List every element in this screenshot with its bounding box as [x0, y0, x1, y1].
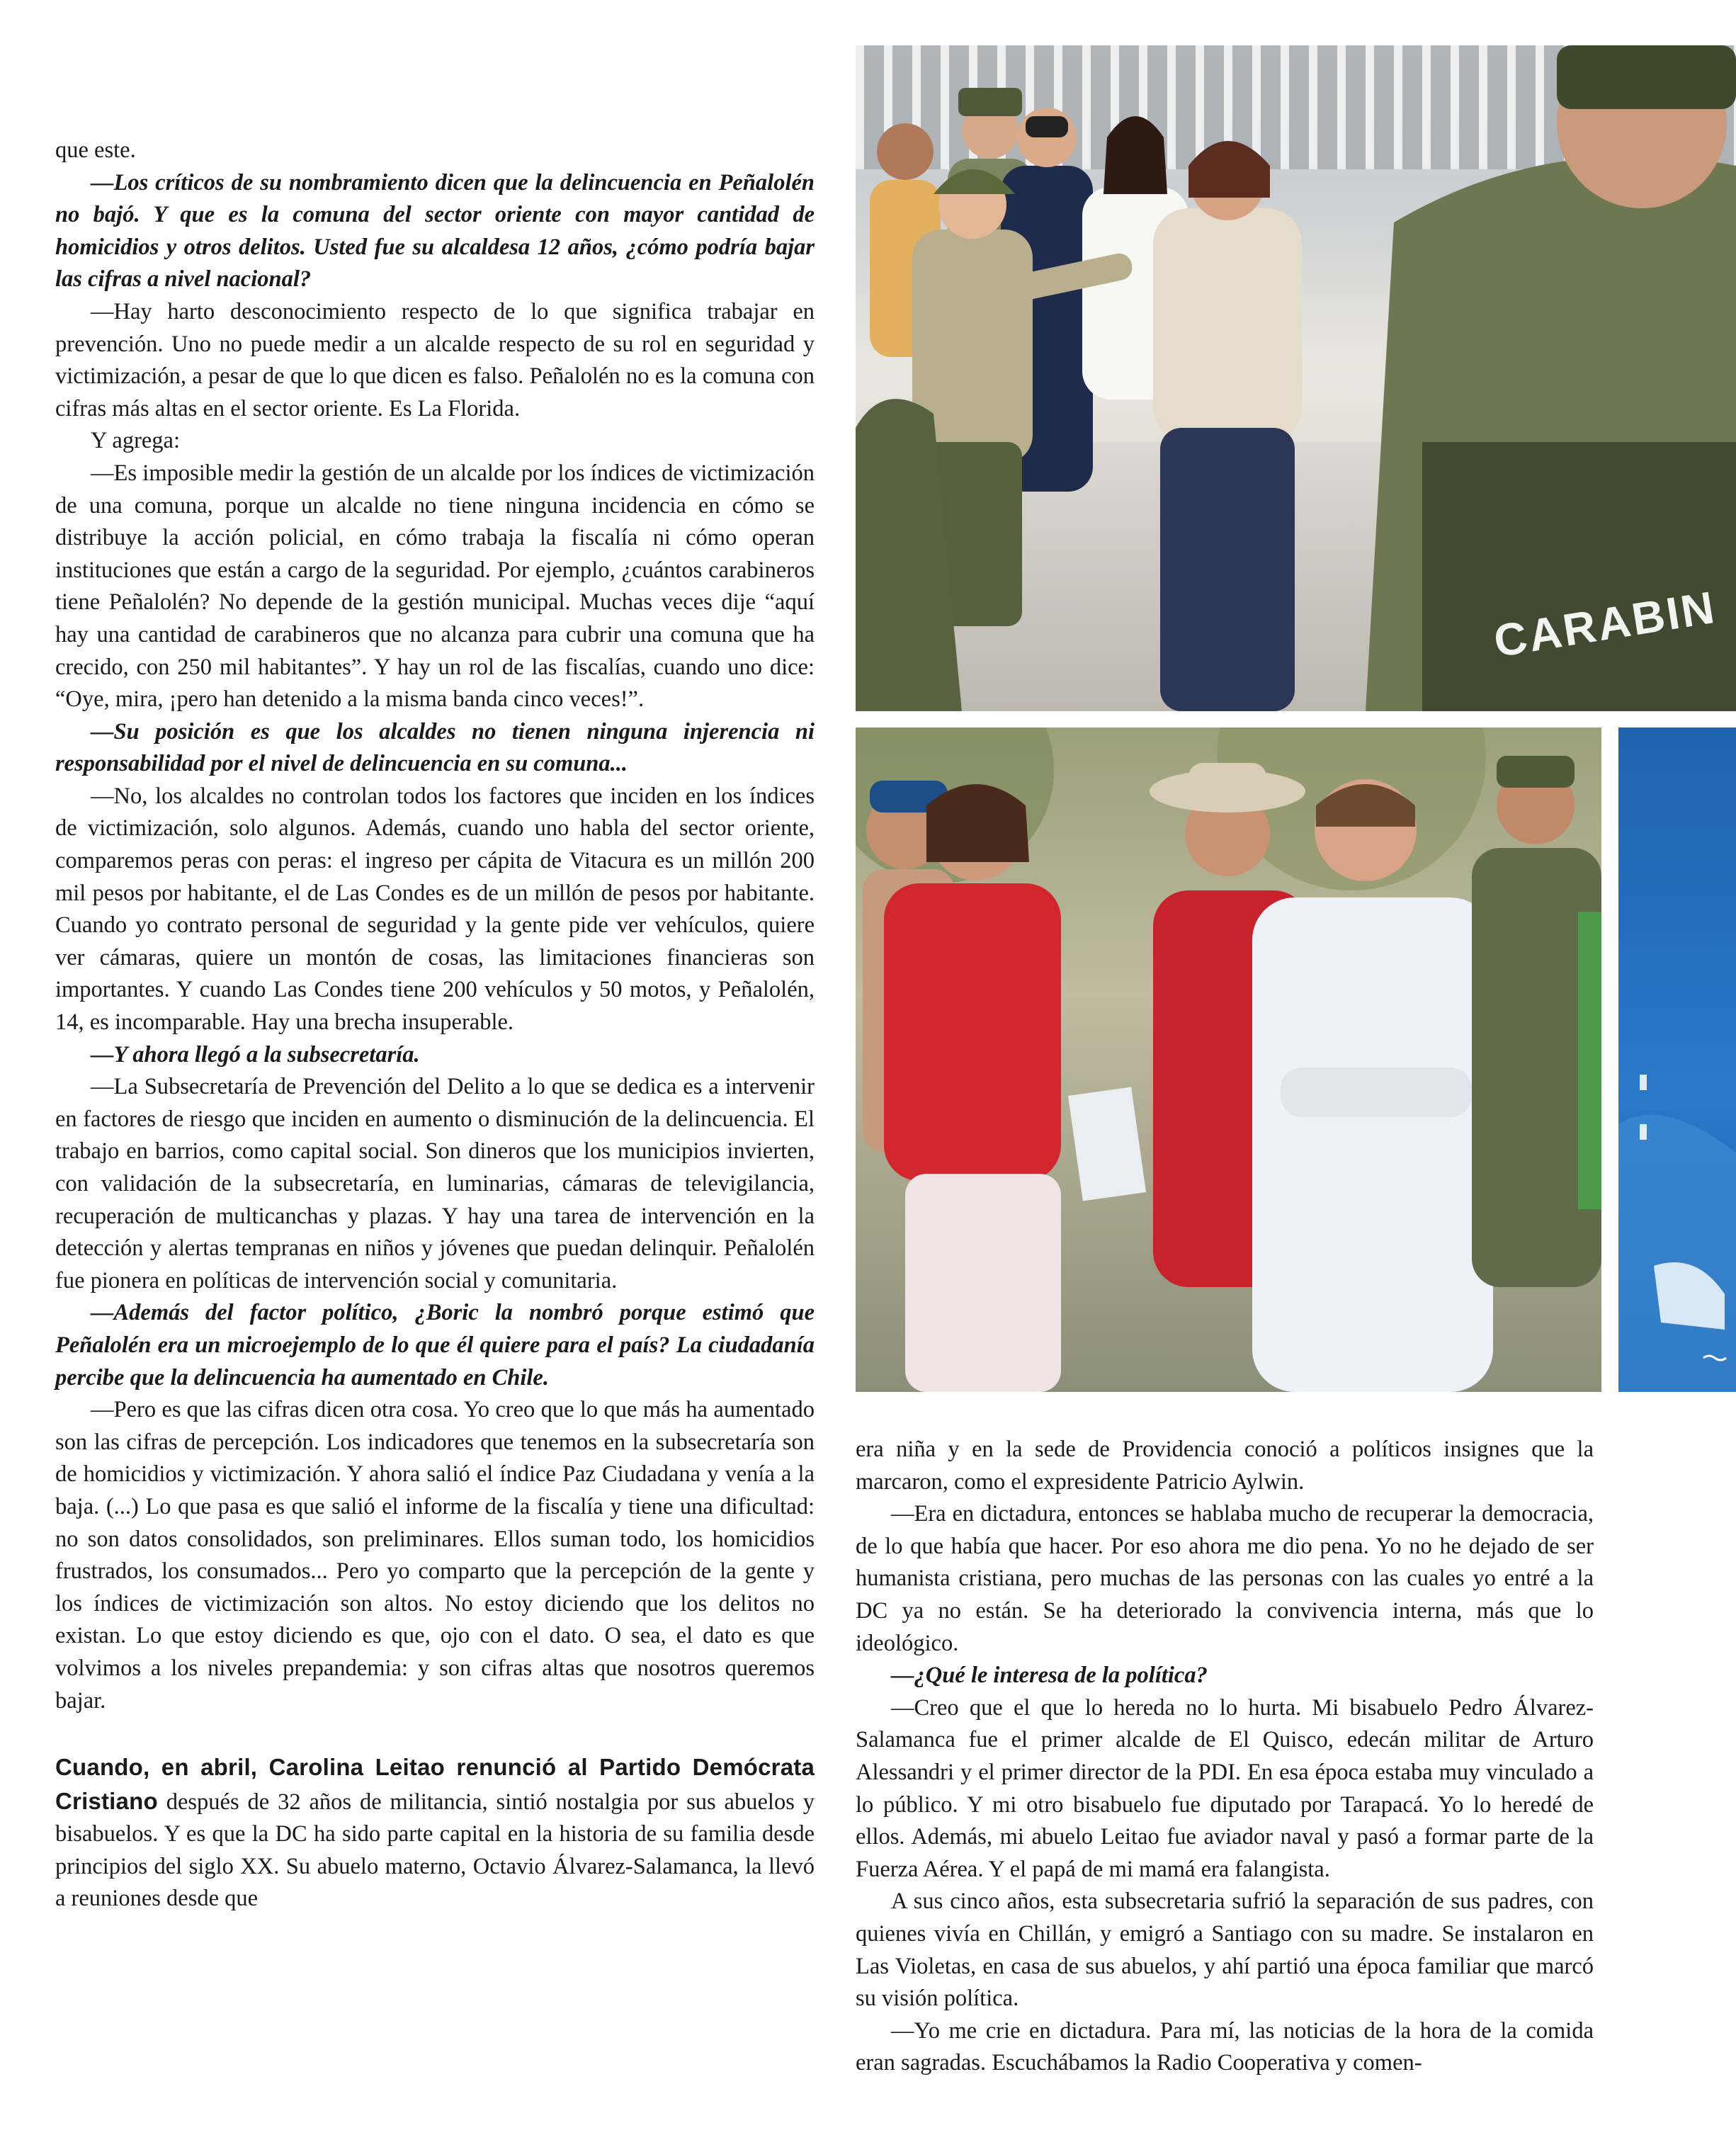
interview-question: —Además del factor político, ¿Boric la nombró porque estimó que Peñalolén era un microejemplo de lo que él quiere para el país? La ciudadanía percibe que la delincuencia ha aumentado en Chile. [55, 1300, 815, 1391]
photo-community-visit [856, 727, 1601, 1392]
interview-answer: —Yo me crie en dictadura. Para mí, las noticias de la hora de la comida eran sagradas. Escuchábamos la Radio Cooperativa y comen- [856, 2017, 1594, 2076]
section-lead-paragraph [55, 1751, 815, 1915]
vest-label: CARABIN [1490, 581, 1720, 667]
article-paragraph: Y agrega: [91, 428, 181, 454]
interview-question: —¿Qué le interesa de la política? [891, 1663, 1208, 1689]
interview-answer: —No, los alcaldes no controlan todos los factores que inciden en los índices de victimización, solo algunos. Además, cuando uno habla del sector oriente, comparemos peras con peras: el ingreso per cápita de Vitacura es un millón 200 mil pesos por habitante, el de Las Condes es de un millón de pesos por habitante. Cuando yo contrato personal de seguridad y la gente pide ver vehículos, quiere ver cámaras, quiere un montón de cosas, las limitaciones financieras son importantes. Y cuando Las Condes tiene 200 vehículos y 50 motos, y Peñalolén, 14, es incomparable. Hay una brecha insuperable. [55, 783, 815, 1036]
photo-strip-scene [1618, 727, 1736, 1392]
interview-answer: —Hay harto desconocimiento respecto de lo que significa trabajar en prevención. Uno no puede medir a un alcalde respecto de su rol en seguridad y victimización, a pesar de que lo que dicen es falso. Peñalolén no es la comuna con cifras más altas en el sector oriente. Es La Florida. [55, 298, 815, 421]
interview-answer: —Era en dictadura, entonces se hablaba mucho de recuperar la democracia, de lo que había que hacer. Por eso ahora me dio pena. Yo no he dejado de ser humanista cristiana, pero muchas de las personas con las cuales yo entré a la DC ya no están. Se ha deteriorado la convivencia interna, más que lo ideológico. [856, 1501, 1594, 1656]
section-lead-text: después de 32 años de militancia, sintió nostalgia por sus abuelos y bisabuelos. Y es que la DC ha sido parte capital en la historia de su familia desde principios del siglo XX. Su abuelo materno, Octavio Álvarez-Salamanca, la llevó a reuniones desde que [55, 1789, 815, 1912]
interview-answer: —Creo que el que lo hereda no lo hurta. Mi bisabuelo Pedro Álvarez-Salamanca fue el primer alcalde de El Quisco, edecán militar de Arturo Alessandri y el primer director de la PDI. En esa época estaba muy vinculado a lo público. Y mi otro bisabuelo fue diputado por Tarapacá. Yo lo heredé de ellos. Además, mi abuelo Leitao fue aviador naval y pasó a formar parte de la Fuerza Aérea. Y el papá de mi mamá era falangista. [856, 1694, 1594, 1882]
photo-bottom-scene [856, 727, 1601, 1392]
photo-officials-with-carabineros [856, 45, 1736, 711]
article-paragraph: era niña y en la sede de Providencia conoció a políticos insignes que la marcaron, como el expresidente Patricio Aylwin. [856, 1437, 1594, 1495]
article-right-column [856, 1434, 1594, 2080]
article-paragraph: que este. [55, 137, 136, 163]
interview-question: —Su posición es que los alcaldes no tienen ninguna injerencia ni responsabilidad por el nivel de delincuencia en su comuna... [55, 718, 815, 777]
interview-answer: —Es imposible medir la gestión de un alcalde por los índices de victimización de una comuna, porque un alcalde no tiene ninguna incidencia en cómo se distribuye la acción policial, en cómo trabaja la fiscalía ni cómo operan instituciones que están a cargo de la seguridad. Por ejemplo, ¿cuántos carabineros tiene Peñalolén? No depende de la gestión municipal. Muchas veces dije “aquí hay una cantidad de carabineros que no alcanza para cubrir una comuna que ha crecido, con 250 mil habitantes”. Y hay un rol de las fiscalías, cuando uno dice: “Oye, mira, ¡pero han detenido a la misma banda cinco veces!”. [55, 460, 815, 713]
article-paragraph: A sus cinco años, esta subsecretaria sufrió la separación de sus padres, con quienes vivía en Chillán, y emigró a Santiago con su madre. Se instalaron en Las Violetas, en casa de sus abuelos, y ahí partió una época familiar que marcó su visión política. [856, 1888, 1594, 2012]
section-lead-bold: Cuando, en abril, Carolina Leitao renunció al Partido Demócrata Cristiano [55, 1754, 815, 1814]
article-left-column [55, 135, 815, 1915]
interview-answer: —Pero es que las cifras dicen otra cosa. Yo creo que lo que más ha aumentado son las cifras de percepción. Los indicadores que tenemos en la subsecretaría son de homicidios y victimización. Y ahora salió el índice Paz Ciudadana y venía a la baja. (...) Lo que pasa es que salió el informe de la fiscalía y tiene una dificultad: no son datos consolidados, son preliminares. Ellos suman todo, los homicidios frustrados, los consumados... Pero yo comparto que la percepción de la gente y los índices de victimización son altos. No estoy diciendo que los delitos no existan. Lo que estoy diciendo es que, ojo con el dato. O sea, el dato es que volvimos a los niveles prepandemia: y son cifras altas que nosotros queremos bajar. [55, 1397, 815, 1714]
interview-question: —Los críticos de su nombramiento dicen que la delincuencia en Peñalolén no bajó. Y que es la comuna del sector oriente con mayor cantidad de homicidios y otros delitos. Usted fue su alcaldesa 12 años, ¿cómo podría bajar las cifras a nivel nacional? [55, 169, 815, 293]
photo-blue-banner [1618, 727, 1736, 1392]
interview-question: —Y ahora llegó a la subsecretaría. [91, 1041, 420, 1068]
interview-answer: —La Subsecretaría de Prevención del Delito a lo que se dedica es a intervenir en factores de riesgo que inciden en aumento o disminución de la delincuencia. El trabajo en barrios, como capital social. Son dineros que los municipios invierten, con validación de la subsecretaría, en luminarias, cámaras de televigilancia, recuperación de multicanchas y plazas. Y hay una tarea de intervención en la detección y alertas tempranas en niños y jóvenes que puedan delinquir. Peñalolén fue pionera en políticas de intervención social y comunitaria. [55, 1074, 815, 1293]
